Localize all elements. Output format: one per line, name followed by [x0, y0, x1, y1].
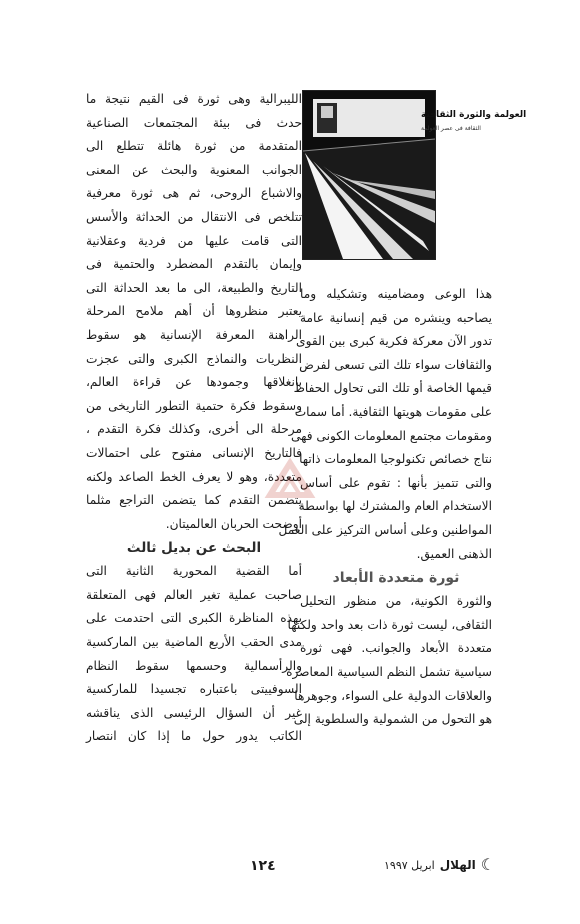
text-line: التى قامت عليها من فردية وعقلانية	[86, 233, 302, 248]
text-line: متعددة الأبعاد والجوانب. فهى ثورة	[300, 641, 492, 656]
text-line: المتقدمة من ثورة هائلة تتطلع الى	[86, 139, 302, 154]
text-line: أما القضية المحورية الثانية التى	[86, 564, 302, 579]
text-line: غير أن السؤال الرئيسى الذى يناقشه	[86, 705, 302, 720]
text-line: يصاحبه وينشره من قيم إنسانية عامة	[300, 310, 492, 325]
text-line: أوضحت الحربان العالميتان.	[165, 516, 302, 531]
text-line: المواطنين وعلى أساس التركيز على العمل	[278, 522, 492, 537]
left-column	[86, 88, 302, 749]
section-heading-third-alternative: البحث عن بديل ثالث	[126, 540, 262, 557]
text-line: والاشباع الروحى، ثم هى ثورة معرفية	[86, 186, 302, 201]
text-line: النظريات والنماذج الكبرى والتى عجزت	[86, 351, 302, 366]
text-line: هذا الوعى ومضامينه وتشكيله وما	[300, 287, 492, 301]
text-line: قيمها الخاصة أو تلك التى تحاول الحفاظ	[293, 381, 492, 396]
text-line: وإيمان بالتقدم المضطرد والحتمية فى	[86, 257, 302, 272]
text-line: الكاتب يدور حول ما إذا كان انتصار	[86, 729, 302, 744]
text-line: والعلاقات الدولية على السواء، وجوهرها	[294, 688, 492, 703]
text-line: بانغلاقها وجمودها عن قراءة العالم،	[86, 375, 302, 390]
left-paragraph-2	[86, 560, 302, 749]
text-line: الذهنى العميق.	[416, 546, 492, 561]
right-paragraph-1	[278, 283, 492, 566]
text-line: والثقافات سواء تلك التى تسعى لفرض	[299, 357, 492, 372]
text-line: والرأسمالية وحسمها سقوط النظام	[86, 658, 302, 673]
archive-watermark-icon	[200, 455, 380, 505]
text-line: متعددة، وهو لا يعرف الخط الصاعد ولكنه	[86, 469, 302, 484]
text-line: ومقومات مجتمع المعلومات الكونى فهى	[290, 428, 492, 443]
magazine-name: الهلال	[439, 858, 476, 872]
text-line: الاستخدام العام والمشترك لها بواسطة	[298, 499, 492, 514]
text-line: الجوانب المعنوية والبحث عن المعنى	[86, 162, 302, 177]
text-line: السوفييتى باعتباره تجسيدا للماركسية	[86, 682, 302, 697]
text-line: فالتاريخ الإنسانى مفتوح على احتمالات	[86, 445, 302, 460]
text-line: مرحلة الى أخرى، وكذلك فكرة التقدم ،	[86, 422, 302, 437]
magazine-footer	[384, 855, 496, 874]
text-line: هو التحول من الشمولية والسلطوية إلى	[293, 712, 492, 727]
text-line: تدور الآن معركة فكرية كبرى بين القوى	[296, 334, 492, 349]
crescent-logo-icon: ☾	[480, 855, 496, 874]
right-column	[278, 283, 492, 732]
text-line: الليبرالية وهى ثورة فى القيم نتيجة ما	[86, 92, 302, 106]
book-subtitle: الثقافة فى عصر العولمة	[421, 125, 481, 132]
text-line: على مقومات هويتها الثقافية. أما سمات	[294, 404, 492, 419]
right-paragraph-2	[286, 590, 492, 732]
text-line: التاريخ والطبيعة، الى ما بعد الحداثة التى	[86, 280, 302, 295]
page-number: ١٢٤	[250, 858, 276, 874]
book-title: العولمة والثورة الثقافية	[421, 110, 527, 120]
text-line: الراهنة المعرفة الإنسانية هو سقوط	[86, 327, 302, 342]
text-line: وسقوط فكرة حتمية التطور التاريخى من	[86, 398, 302, 413]
text-line: يتضمن التقدم كما يتضمن التراجع مثلما	[86, 493, 302, 508]
text-line: بهذه المناظرة الكبرى التى احتدمت على	[86, 611, 302, 626]
book-cover-graphic	[303, 91, 527, 259]
text-line: نتاج خصائص تكنولوجيا المعلومات ذاتها	[299, 452, 492, 467]
section-heading-multidimensional: ثورة متعددة الأبعاد	[332, 570, 460, 587]
text-line: تتلخص فى الانتقال من الحداثة والأسس	[86, 209, 302, 224]
text-line: الثقافى، ليست ثورة ذات بعد واحد ولكنها	[287, 617, 492, 632]
issue-date: ابريل ١٩٩٧	[384, 858, 435, 872]
text-line: والثورة الكونية، من منظور التحليل	[300, 594, 492, 609]
book-cover-image	[302, 90, 527, 260]
text-line: والتى تتميز بأنها : تقوم على أساس	[300, 475, 492, 490]
text-line: صاحبت عملية تغير العالم فهى المتعلقة	[86, 587, 302, 602]
text-line: سياسية تشمل النظم السياسية المعاصرة	[286, 664, 492, 679]
text-line: يعتبر منظروها أن أهم ملامح المرحلة	[86, 304, 302, 319]
text-line: حدث فى بيئة المجتمعات الصناعية	[86, 115, 302, 130]
text-line: مدى الحقب الأربع الماضية بين الماركسية	[86, 635, 302, 650]
